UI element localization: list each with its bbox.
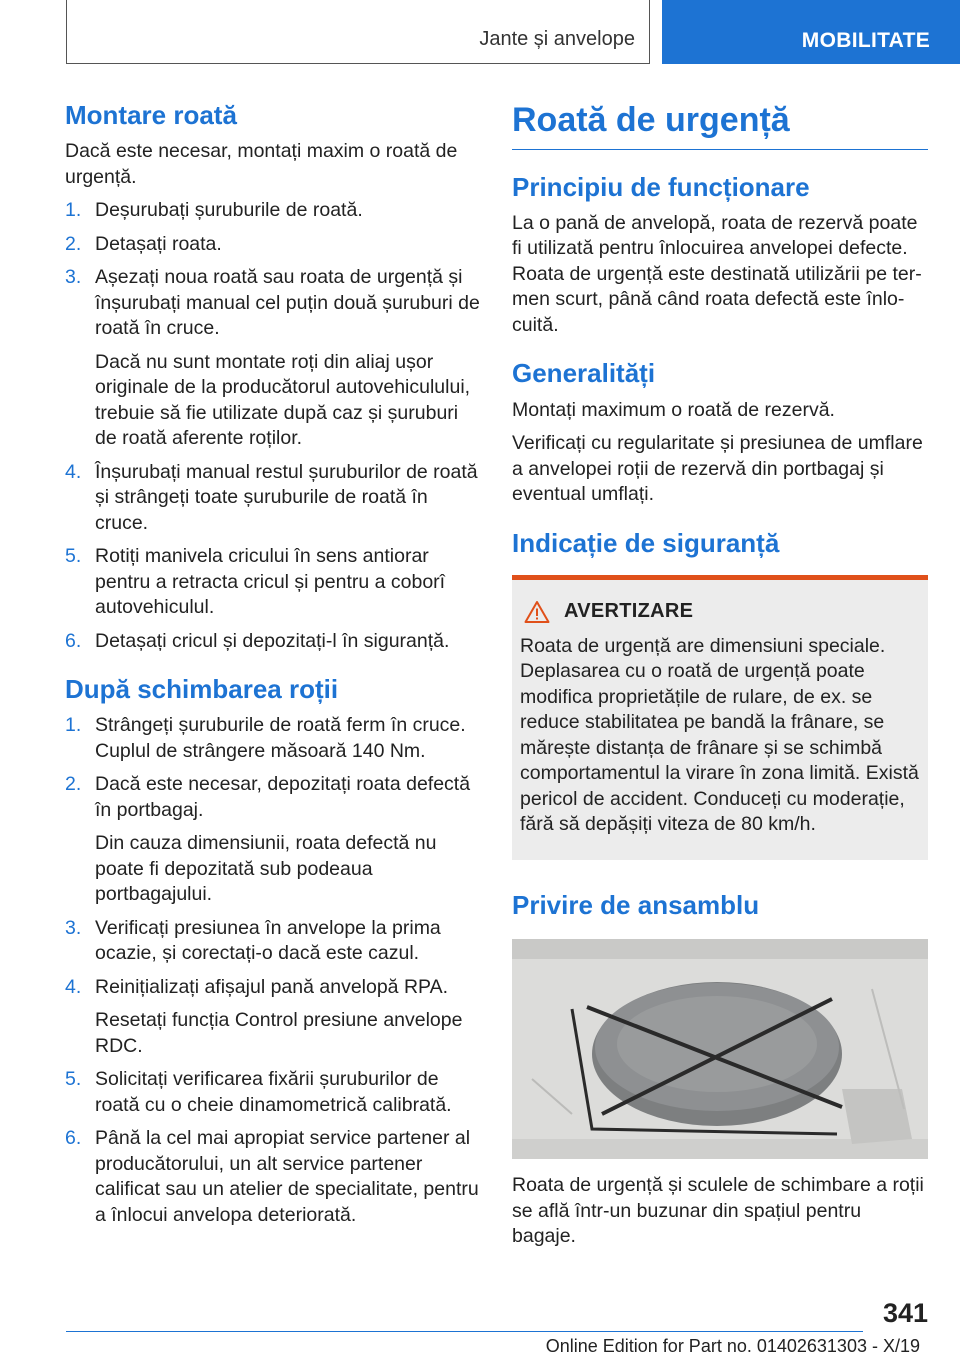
list-item: 5. Solicitați verificarea fixării șuruburilor de roată cu o cheie dinamometrică calibrată. [65, 1068, 452, 1116]
warning-header [524, 600, 920, 624]
list-item: 1. Strângeți șuruburile de roată ferm în cruce. Cuplul de strângere măsoară 140 Nm. [65, 714, 466, 762]
overview-heading: Privire de ansamblu [512, 889, 760, 920]
list-item: 6. Detașați cricul și depozitați-l în siguranță. [65, 629, 450, 652]
list-item: 2. Detașați roata. [65, 232, 222, 255]
list-item: 6. Până la cel mai apropiat service partener al producătorului, un alt service partener calificat sau un atelier de specialitate, pentru a înlocui anvelopa deteriorată. [65, 1127, 479, 1226]
general-text-2: Verificați cu regularitate și presiunea de umflare a anvelopei roții de rezervă din portbagaj și eventual umflați. [512, 432, 923, 506]
footer-edition [0, 1336, 920, 1357]
list-item: 4. Reinițializați afișajul pană anvelopă RPA. Resetați funcția Control presiune anvelope RDC. [65, 975, 463, 1057]
list-item: 4. Înșurubați manual restul șuruburilor de roată și strângeți toate șuruburile de roată în cruce. [65, 460, 478, 534]
list-item: 3. Verificați presiunea în anvelope la prima ocazie, și corectați-o dacă este cazul. [65, 916, 441, 965]
list-item: 5. Rotiți manivela cricului în sens antiorar pentru a retracta cricul și pentru a coborî autovehiculul. [65, 545, 446, 619]
mount-wheel-steps [65, 198, 480, 654]
header-chapter-tab [662, 0, 960, 64]
header-chapter-title: MOBILITATE [801, 29, 930, 52]
right-column [512, 100, 928, 1250]
warning-box [512, 575, 928, 860]
spare-wheel-heading: Roată de urgență [512, 100, 928, 150]
list-item: 2. Dacă este necesar, depozitați roata defectă în portbagaj. Din cauza dimensiunii, roata defectă nu poate fi depozitată sub podeaua portbagajului. [65, 773, 471, 906]
header-section-title: Jante și anvelope [479, 28, 635, 50]
principle-heading: Principiu de funcționare [512, 171, 810, 202]
header-section-box [66, 0, 650, 64]
edition-text: Online Edition for Part no. 01402631303 - X/19 [545, 1336, 920, 1356]
photo-caption: Roata de urgență și sculele de schimbare a roții se află într-un buzunar din spațiul pentru bagaje. [512, 1174, 924, 1248]
list-item: 3. Așezați noua roată sau roata de urgență și înșurubați manual cel puțin două șuruburi de roată în cruce. Dacă nu sunt montate roți din aliaj ușor originale de la producătorul autovehiculului, trebuie să fie utilizate după caz și șuruburi de roată aferente roților. [65, 266, 480, 450]
warning-label: AVERTIZARE [564, 600, 694, 623]
list-item: 1. Deșurubați șuruburile de roată. [65, 199, 363, 222]
page-number: 341 [882, 1298, 928, 1328]
warning-triangle-icon [524, 600, 550, 624]
footer-divider [66, 1331, 863, 1332]
principle-text: La o pană de anvelopă, roata de rezervă poate fi utilizată pentru înlocuirea anvelopei defecte. Roata de urgență este destinată utilizării pe termen scurt, până când roata defectă este înlocuită. [512, 211, 922, 336]
spare-wheel-photo [512, 939, 928, 1159]
after-change-heading: După schimbarea roții [65, 674, 339, 705]
after-change-steps [65, 713, 480, 1228]
safety-heading: Indicație de siguranță [512, 527, 780, 558]
warning-text: Roata de urgență are dimensiuni speciale. Deplasarea cu o roată de urgență poate modifica proprietățile de rulare, de ex. se reduce stabilitatea pe bandă la frânare, se mărește distanța de frânare și se schimbă comportamentul la virare în zona limită. Există pericol de accident. Conduceți cu moderație, fără să depășiți viteza de 80 km/h. [520, 634, 919, 836]
left-column [65, 100, 480, 1236]
page-header [0, 0, 960, 66]
general-heading: Generalități [512, 358, 656, 389]
mount-wheel-intro: Dacă este necesar, montați maxim o roată de urgență. [65, 140, 458, 188]
general-text-1: Montați maximum o roată de rezervă. [512, 398, 835, 421]
mount-wheel-heading: Montare roată [65, 100, 237, 130]
